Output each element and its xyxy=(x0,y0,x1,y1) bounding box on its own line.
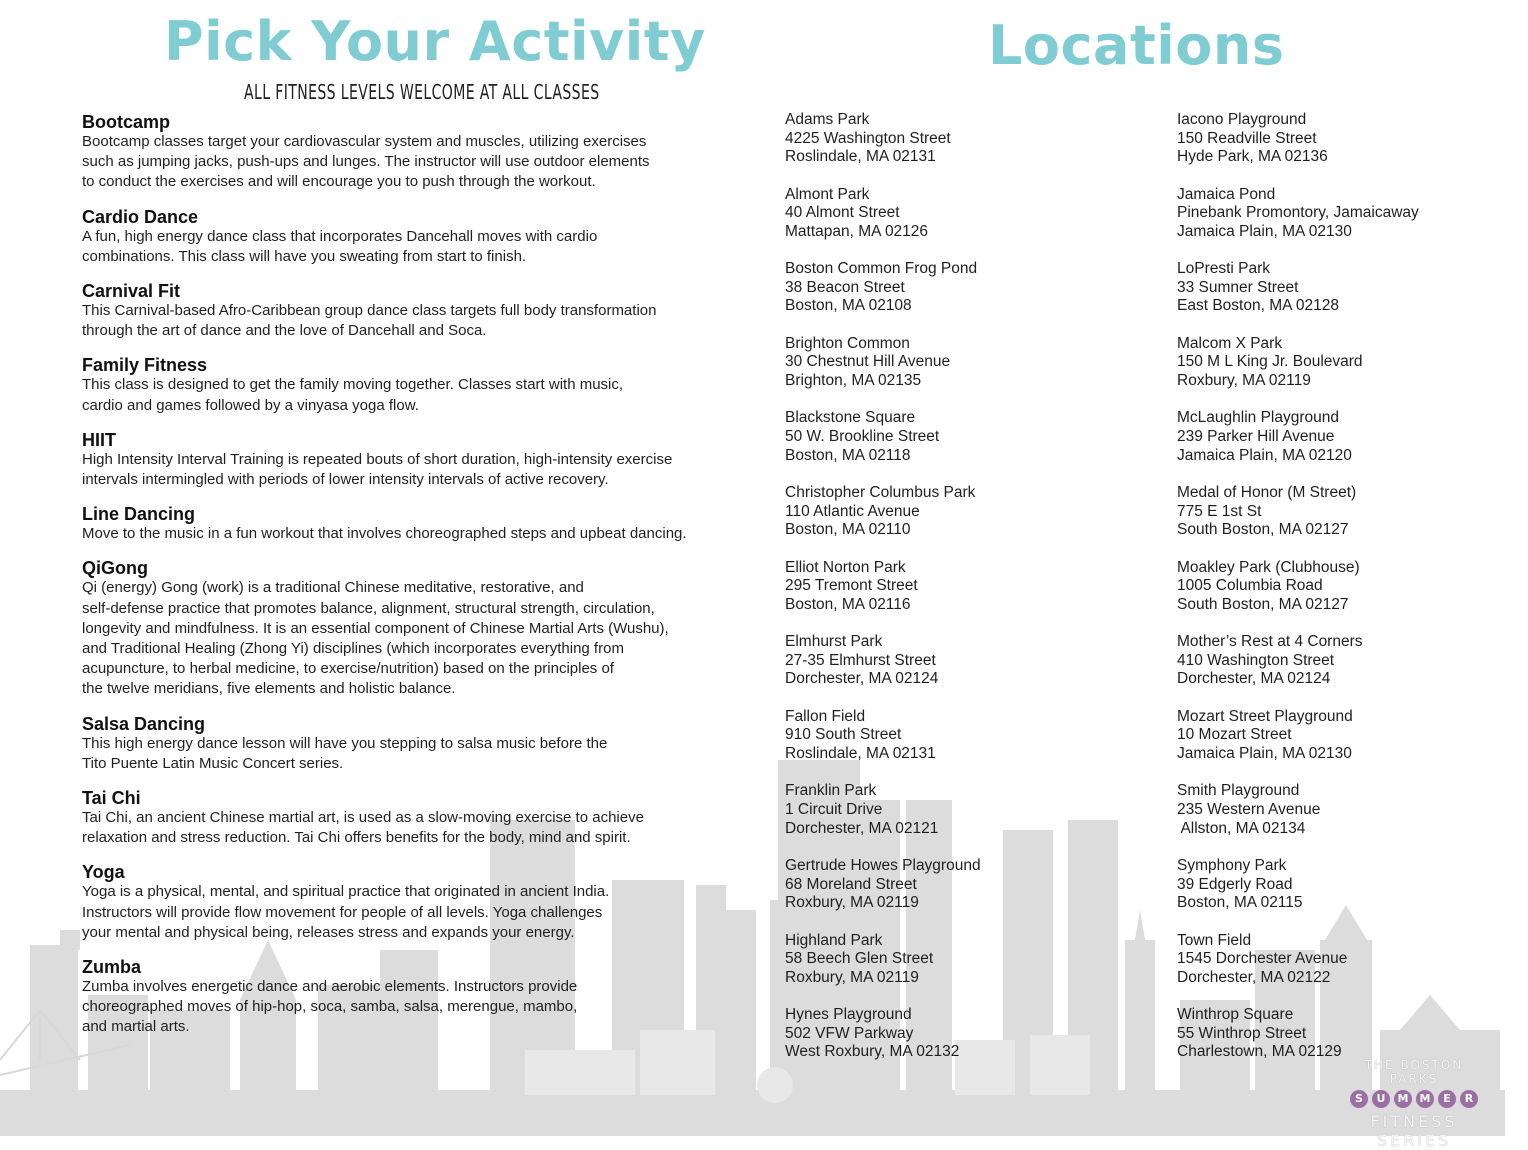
location-street: 50 W. Brookline Street xyxy=(785,427,940,445)
location-city: Roxbury, MA 02119 xyxy=(785,894,919,912)
location-street: 410 Washington Street xyxy=(1177,651,1335,669)
location-item xyxy=(1177,484,1497,559)
location-city: Roslindale, MA 02131 xyxy=(785,148,936,166)
location-item xyxy=(785,782,1145,857)
location-city: Roxbury, MA 02119 xyxy=(785,968,919,986)
activity-name: Zumba xyxy=(82,957,142,978)
activity-name: Cardio Dance xyxy=(82,206,199,227)
locations-list-column-2 xyxy=(1177,111,1497,1081)
location-street: 150 Readville Street xyxy=(1177,129,1317,147)
location-city: Jamaica Plain, MA 02130 xyxy=(1177,222,1352,240)
location-city: Boston, MA 02108 xyxy=(785,297,912,315)
location-name: Moakley Park (Clubhouse) xyxy=(1177,558,1360,576)
location-item xyxy=(1177,335,1497,410)
location-city: Charlestown, MA 02129 xyxy=(1177,1043,1342,1061)
location-item xyxy=(785,335,1145,410)
location-name: Jamaica Pond xyxy=(1177,185,1276,203)
location-item xyxy=(785,1006,1145,1081)
location-item xyxy=(1177,932,1497,1007)
location-name: Smith Playground xyxy=(1177,782,1300,800)
location-street: 910 South Street xyxy=(785,726,902,744)
location-city: Jamaica Plain, MA 02120 xyxy=(1177,446,1352,464)
location-name: Hynes Playground xyxy=(785,1006,912,1024)
location-name: LoPresti Park xyxy=(1177,260,1271,278)
location-item xyxy=(1177,782,1497,857)
location-name: Gertrude Howes Playground xyxy=(785,856,981,874)
activity-name: Bootcamp xyxy=(82,112,171,132)
activity-description: A fun, high energy dance class that incorporates Dancehall moves with cardio combinations. This class will have you sweating from start to finish. xyxy=(82,227,598,265)
activity-item xyxy=(82,862,762,943)
location-city: Dorchester, MA 02121 xyxy=(785,819,939,837)
activity-name: Family Fitness xyxy=(82,355,208,376)
location-street: 239 Parker Hill Avenue xyxy=(1177,427,1335,445)
location-item xyxy=(1177,857,1497,932)
location-item xyxy=(785,484,1145,559)
location-street: 1005 Columbia Road xyxy=(1177,577,1323,595)
location-item xyxy=(785,111,1145,186)
location-item xyxy=(1177,559,1497,634)
location-item xyxy=(1177,260,1497,335)
location-city: Jamaica Plain, MA 02130 xyxy=(1177,744,1352,762)
location-city: Boston, MA 02110 xyxy=(785,521,911,539)
location-name: Iacono Playground xyxy=(1177,111,1307,128)
location-street: 38 Beacon Street xyxy=(785,278,905,296)
locations-title: Locations xyxy=(988,14,1285,77)
activity-item xyxy=(82,558,762,699)
location-item xyxy=(1177,633,1497,708)
activity-description: This class is designed to get the family moving together. Classes start with music, cardio and games followed by a vinyasa yoga flow. xyxy=(82,376,624,414)
location-street: 502 VFW Parkway xyxy=(785,1024,914,1042)
activity-item xyxy=(82,355,762,415)
location-name: Brighton Common xyxy=(785,334,910,352)
location-name: Symphony Park xyxy=(1177,856,1287,874)
location-city: Allston, MA 02134 xyxy=(1177,819,1306,837)
boston-parks-fitness-series-logo xyxy=(1344,1058,1484,1150)
location-street: 58 Beech Glen Street xyxy=(785,950,934,968)
location-item xyxy=(785,932,1145,1007)
activity-item xyxy=(82,957,762,1038)
location-city: Roxbury, MA 02119 xyxy=(1177,371,1311,389)
activities-title: Pick Your Activity xyxy=(164,10,706,73)
location-street: 235 Western Avenue xyxy=(1177,800,1321,818)
activity-item xyxy=(82,281,762,341)
activity-name: QiGong xyxy=(82,558,148,579)
activity-description: Zumba involves energetic dance and aerobic elements. Instructors provide choreographed moves of hip-hop, soca, samba, salsa, merengue, mambo, and martial arts. xyxy=(82,978,578,1036)
location-city: Brighton, MA 02135 xyxy=(785,371,922,389)
location-name: Elliot Norton Park xyxy=(785,558,906,576)
location-city: South Boston, MA 02127 xyxy=(1177,521,1349,539)
location-name: Christopher Columbus Park xyxy=(785,483,976,501)
location-item xyxy=(785,633,1145,708)
location-street: 55 Winthrop Street xyxy=(1177,1024,1307,1042)
location-street: 110 Atlantic Avenue xyxy=(785,502,920,520)
location-name: Town Field xyxy=(1177,931,1252,949)
location-item xyxy=(1177,186,1497,261)
location-city: South Boston, MA 02127 xyxy=(1177,595,1349,613)
activity-description: This Carnival-based Afro-Caribbean group dance class targets full body transformation through the art of dance and the love of Dancehall and Soca. xyxy=(82,302,657,340)
activity-description: Yoga is a physical, mental, and spiritual practice that originated in ancient India. Instructors will provide flow movement for people of all levels. Yoga challenges your mental and physical being, releases stress and expands your energy. xyxy=(82,883,610,941)
logo-middle-word xyxy=(1344,1090,1484,1108)
location-item xyxy=(1177,409,1497,484)
location-street: 40 Almont Street xyxy=(785,204,900,222)
location-street: 30 Chestnut Hill Avenue xyxy=(785,353,951,371)
logo-letter: R xyxy=(1460,1090,1478,1108)
location-name: Blackstone Square xyxy=(785,409,916,427)
location-street: Pinebank Promontory, Jamaicaway xyxy=(1177,204,1419,222)
location-name: Malcom X Park xyxy=(1177,334,1283,352)
location-item xyxy=(1177,111,1497,186)
activities-list xyxy=(82,112,762,1052)
location-city: Boston, MA 02116 xyxy=(785,595,911,613)
locations-list-column-1 xyxy=(785,111,1145,1081)
location-name: McLaughlin Playground xyxy=(1177,409,1339,427)
location-name: Fallon Field xyxy=(785,707,866,725)
activity-name: Salsa Dancing xyxy=(82,713,206,734)
location-street: 10 Mozart Street xyxy=(1177,726,1292,744)
location-city: Boston, MA 02118 xyxy=(785,446,911,464)
activity-item xyxy=(82,430,762,490)
logo-letter: M xyxy=(1394,1090,1412,1108)
logo-letter: E xyxy=(1438,1090,1456,1108)
location-street: 39 Edgerly Road xyxy=(1177,875,1293,893)
location-name: Highland Park xyxy=(785,931,883,949)
activity-item xyxy=(82,714,762,774)
location-city: Dorchester, MA 02124 xyxy=(785,670,939,688)
activity-description: This high energy dance lesson will have you stepping to salsa music before the Tito Puente Latin Music Concert series. xyxy=(82,734,608,772)
location-street: 33 Sumner Street xyxy=(1177,278,1299,296)
activity-description: Move to the music in a fun workout that involves choreographed steps and upbeat dancing. xyxy=(82,525,687,543)
location-city: East Boston, MA 02128 xyxy=(1177,297,1339,315)
location-name: Medal of Honor (M Street) xyxy=(1177,483,1357,501)
activity-name: Carnival Fit xyxy=(82,281,181,302)
location-name: Elmhurst Park xyxy=(785,633,883,651)
logo-letter: M xyxy=(1416,1090,1434,1108)
location-name: Mother’s Rest at 4 Corners xyxy=(1177,633,1363,651)
activity-item xyxy=(82,112,762,193)
location-item xyxy=(1177,708,1497,783)
location-name: Winthrop Square xyxy=(1177,1006,1294,1024)
location-street: 68 Moreland Street xyxy=(785,875,917,893)
location-name: Adams Park xyxy=(785,111,870,128)
activity-name: Yoga xyxy=(82,862,125,883)
activity-name: Line Dancing xyxy=(82,504,196,525)
location-city: Dorchester, MA 02122 xyxy=(1177,968,1331,986)
activity-name: HIIT xyxy=(82,429,116,450)
logo-bottom-text: FITNESS SERIES xyxy=(1370,1112,1458,1150)
location-item xyxy=(785,559,1145,634)
activities-subtitle: ALL FITNESS LEVELS WELCOME AT ALL CLASSES xyxy=(244,80,600,104)
location-item xyxy=(785,409,1145,484)
location-street: 295 Tremont Street xyxy=(785,577,918,595)
location-name: Almont Park xyxy=(785,185,870,203)
location-city: Roslindale, MA 02131 xyxy=(785,744,936,762)
location-street: 775 E 1st St xyxy=(1177,502,1262,520)
location-item xyxy=(785,186,1145,261)
location-city: Hyde Park, MA 02136 xyxy=(1177,148,1328,166)
activity-item xyxy=(82,504,762,544)
location-item xyxy=(785,708,1145,783)
location-name: Boston Common Frog Pond xyxy=(785,260,978,278)
location-item xyxy=(785,857,1145,932)
location-street: 27-35 Elmhurst Street xyxy=(785,651,936,669)
activity-description: High Intensity Interval Training is repeated bouts of short duration, high-intensity exercise intervals intermingled with periods of lower intensity intervals of active recovery. xyxy=(82,450,673,489)
location-city: Dorchester, MA 02124 xyxy=(1177,670,1331,688)
activity-item xyxy=(82,207,762,267)
location-item xyxy=(785,260,1145,335)
location-street: 1545 Dorchester Avenue xyxy=(1177,950,1348,968)
location-city: Boston, MA 02115 xyxy=(1177,894,1303,912)
location-street: 1 Circuit Drive xyxy=(785,800,883,818)
location-city: West Roxbury, MA 02132 xyxy=(785,1043,960,1061)
location-name: Franklin Park xyxy=(785,782,877,800)
activity-name: Tai Chi xyxy=(82,788,141,809)
location-name: Mozart Street Playground xyxy=(1177,707,1353,725)
location-street: 150 M L King Jr. Boulevard xyxy=(1177,353,1363,371)
logo-top-text: THE BOSTON PARKS xyxy=(1364,1058,1464,1086)
activity-description: Tai Chi, an ancient Chinese martial art, is used as a slow-moving exercise to achieve relaxation and stress reduction. Tai Chi offers benefits for the body, mind and spirit. xyxy=(82,809,644,847)
activity-description: Qi (energy) Gong (work) is a traditional Chinese meditative, restorative, and self-defense practice that promotes balance, alignment, structural strength, circulation, longevity and mindfulness. It is an essential component of Chinese Martial Arts (Wushu), and Traditional Healing (Zhong Yi) disciplines (which incorporates everything from acupuncture, to herbal medicine, to exercise/nutrition) based on the principles of the twelve meridians, five elements and holistic balance. xyxy=(82,579,669,698)
location-city: Mattapan, MA 02126 xyxy=(785,222,929,240)
logo-letter: U xyxy=(1372,1090,1390,1108)
logo-letter: S xyxy=(1350,1090,1368,1108)
activity-description: Bootcamp classes target your cardiovascular system and muscles, utilizing exercises such as jumping jacks, push-ups and lunges. The instructor will use outdoor elements to conduct the exercises and will encourage you to push through the workout. xyxy=(82,133,650,191)
activity-item xyxy=(82,788,762,848)
location-street: 4225 Washington Street xyxy=(785,129,951,147)
